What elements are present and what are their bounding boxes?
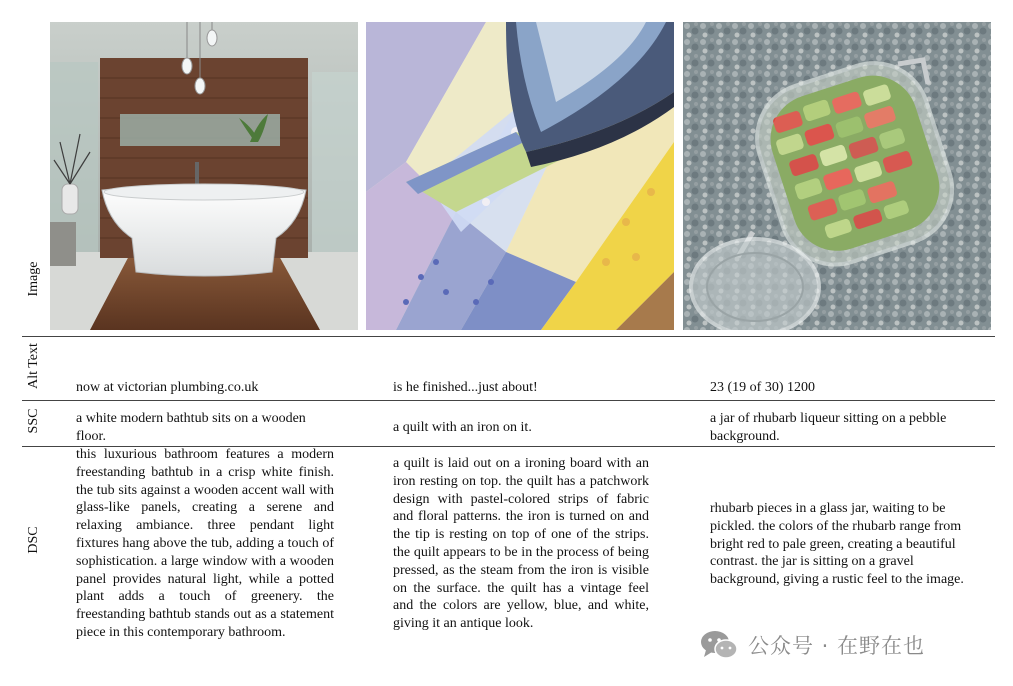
bathroom-photo: [50, 22, 358, 330]
ssc-cell: a quilt with an iron on it.: [393, 420, 532, 435]
ssc-cell: a jar of rhubarb liqueur sitting on a pebble background.: [710, 411, 947, 444]
alt-text-cell: is he finished...just about!: [393, 380, 538, 395]
dsc-cell: this luxurious bathroom features a modern freestanding bathtub in a crisp white finish. the tub sits against a wooden accent wall with glass-like panels, creating a serene and relaxing ambiance. three pendant light fixtures hang above the tub, adding a touch of sophistication. a large window with a wooden panel provides natural light, while a potted plant adds a touch of greenery. the freestanding bathtub stands out as a statement piece in this contemporary bathroom.: [76, 447, 334, 640]
alt-text-cell: 23 (19 of 30) 1200: [710, 380, 815, 395]
dsc-cell: rhubarb pieces in a glass jar, waiting to be pickled. the colors of the rhubarb range from bright red to pale green, creating a beautiful contrast. the jar is sitting on a gravel background, giving a rustic feel to the image.: [710, 501, 964, 588]
watermark: [700, 627, 925, 663]
table-rule: [22, 336, 995, 337]
rhubarb-jar-photo: [683, 22, 991, 330]
ssc-cell: a white modern bathtub sits on a wooden floor.: [76, 411, 306, 444]
table-rule: [22, 400, 995, 401]
watermark-text: 公众号 · 在野在也: [748, 634, 926, 658]
quilt-iron-photo: [366, 22, 674, 330]
alt-text-cell: now at victorian plumbing.co.uk: [76, 380, 259, 395]
dsc-cell: a quilt is laid out on a ironing board with an iron resting on top. the quilt has a patchwork design with pastel-colored strips of fabric and floral patterns. the iron is turned on and the tip is resting on top of one of the strips. the quilt appears to be in the process of being pressed, as the steam from the iron is visible on the surface. the quilt has a vintage feel and the colors are yellow, blue, and white, giving it an antique look.: [393, 456, 649, 632]
wechat-icon: [700, 630, 738, 660]
